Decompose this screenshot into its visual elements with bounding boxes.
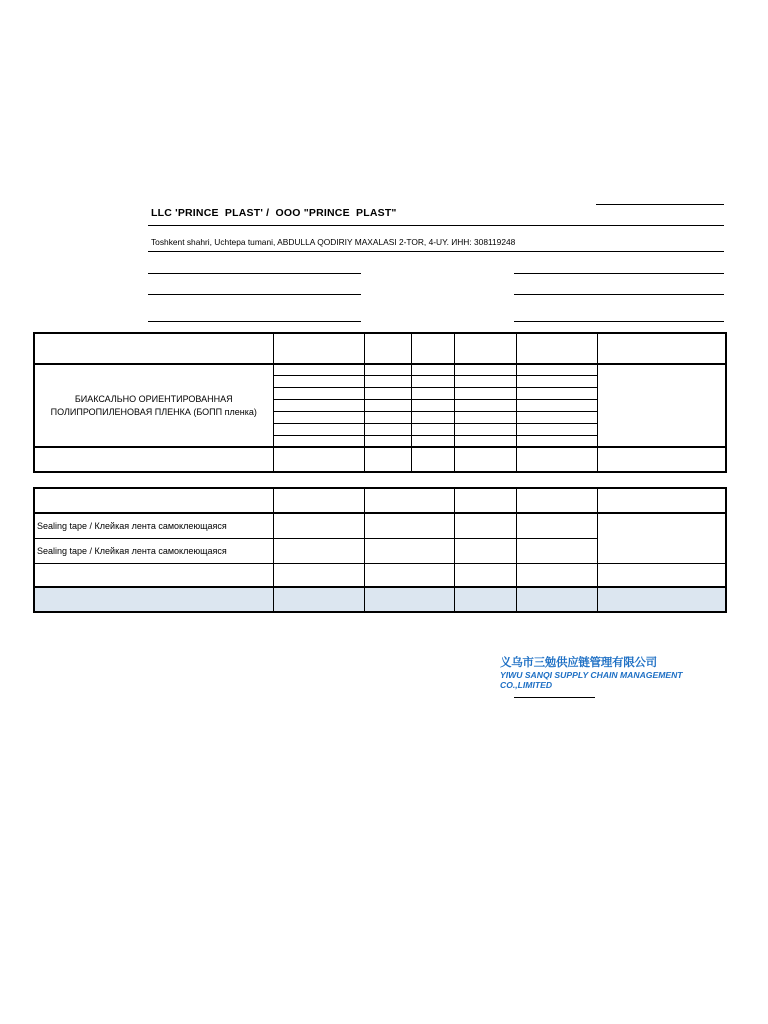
- table-total-row: [34, 587, 726, 612]
- blank-line-right-1: [514, 273, 724, 274]
- table-total-row: [34, 447, 726, 472]
- address-rule: [148, 251, 724, 252]
- blank-line-right-2: [514, 294, 724, 295]
- stamp-chinese-name: 义乌市三勉供应链管理有限公司: [500, 655, 657, 669]
- products-table: [33, 332, 727, 473]
- company-stamp: [500, 654, 683, 690]
- item-description: Sealing tape / Клейкая лента самоклеющаяся: [34, 513, 273, 538]
- stamp-english-name: YIWU SANQI SUPPLY CHAIN MANAGEMENT: [500, 670, 683, 680]
- blank-line-right-3: [514, 321, 724, 322]
- blank-line-left-2: [148, 294, 361, 295]
- blank-line-left-3: [148, 321, 361, 322]
- company-name: LLC 'PRINCE PLAST' / OOO "PRINCE PLAST": [151, 207, 397, 219]
- table-header-row: [34, 488, 726, 513]
- tape-table: [33, 487, 727, 613]
- top-right-rule: [596, 204, 724, 205]
- stamp-english-suffix: CO.,LIMITED: [500, 680, 553, 690]
- signature-line: [514, 697, 595, 698]
- company-address: Toshkent shahri, Uchtepa tumani, ABDULLA QODIRIY MAXALASI 2-TOR, 4-UY. ИНН: 308119248: [151, 237, 516, 247]
- table-row: [34, 364, 726, 375]
- table-row: [34, 513, 726, 538]
- company-rule: [148, 225, 724, 226]
- table-row: [34, 563, 726, 587]
- item-description: Sealing tape / Клейкая лента самоклеющаяся: [34, 538, 273, 563]
- blank-line-left-1: [148, 273, 361, 274]
- table-header-row: [34, 333, 726, 364]
- product-name: БИАКСАЛЬНО ОРИЕНТИРОВАННАЯ ПОЛИПРОПИЛЕНОВАЯ ПЛЕНКА (БОПП пленка): [34, 364, 273, 447]
